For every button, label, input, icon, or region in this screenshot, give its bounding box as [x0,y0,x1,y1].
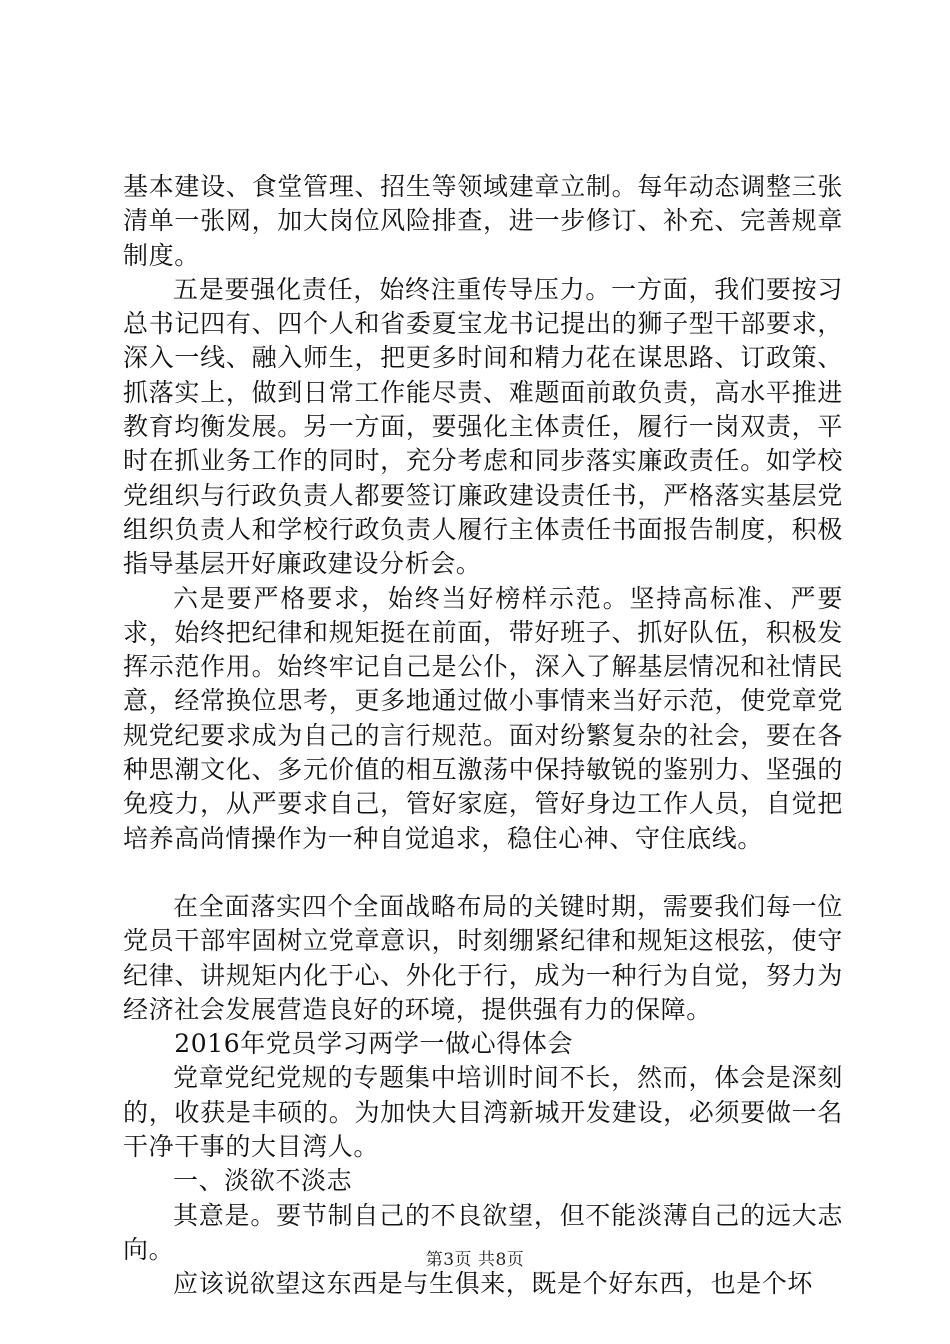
paragraph-rules-and-regulations: 基本建设、食堂管理、招生等领域建章立制。每年动态调整三张清单一张网，加大岗位风险排查，进一步修订、补充、完善规章制度。 [123,172,843,270]
paragraph-training-intro: 党章党纪党规的专题集中培训时间不长，然而，体会是深刻的，收获是丰硕的。为加快大目湾新城开发建设，必须要做一名干净干事的大目湾人。 [123,1063,843,1162]
paragraph-point-five-responsibility: 五是要强化责任，始终注重传导压力。一方面，我们要按习总书记四有、四个人和省委夏宝龙书记提出的狮子型干部要求，深入一线、融入师生，把更多时间和精力花在谋思路、订政策、抓落实上，做到日常工作能尽责、难题面前敢负责，高水平推进教育均衡发展。另一方面，要强化主体责任，履行一岗双责，平时在抓业务工作的同时，充分考虑和同步落实廉政责任。如学校党组织与行政负责人都要签订廉政建设责任书，严格落实基层党组织负责人和学校行政负责人履行主体责任书面报告制度，积极指导基层开好廉政建设分析会。 [123,274,843,579]
subheading-point-one: 一、淡欲不淡志 [173,1166,353,1196]
paragraph-point-six-strict-requirements: 六是要严格要求，始终当好榜样示范。坚持高标准、严要求，始终把纪律和规矩挺在前面，带好班子、抓好队伍，积极发挥示范作用。始终牢记自己是公仆，深入了解基层情况和社情民意，经常换位思考，更多地通过做小事情来当好示范，使党章党规党纪要求成为自己的言行规范。面对纷繁复杂的社会，要在各种思潮文化、多元价值的相互激荡中保持敏锐的鉴别力、坚强的免疫力，从严要求自己，管好家庭，管好身边工作人员，自觉把培养高尚情操作为一种自觉追求，稳住心神、守住底线。 [123,583,843,853]
page-number-footer: 第3页 共8页 [425,1250,525,1270]
section-heading-2016-study-notes: 2016年党员学习两学一做心得体会 [174,1029,574,1059]
paragraph-desire-discussion: 应该说欲望这东西是与生俱来，既是个好东西，也是个坏 [173,1269,814,1299]
document-body [123,170,843,1302]
paragraph-point-one-meaning: 其意是。要节制自己的不良欲望，但不能淡薄自己的远大志向。 [123,1200,843,1264]
paragraph-conclusion: 在全面落实四个全面战略布局的关键时期，需要我们每一位党员干部牢固树立党章意识，时刻绷紧纪律和规矩这根弦，使守纪律、讲规矩内化于心、外化于行，成为一种行为自觉，努力为经济社会发展营造良好的环境，提供强有力的保障。 [123,891,843,1024]
